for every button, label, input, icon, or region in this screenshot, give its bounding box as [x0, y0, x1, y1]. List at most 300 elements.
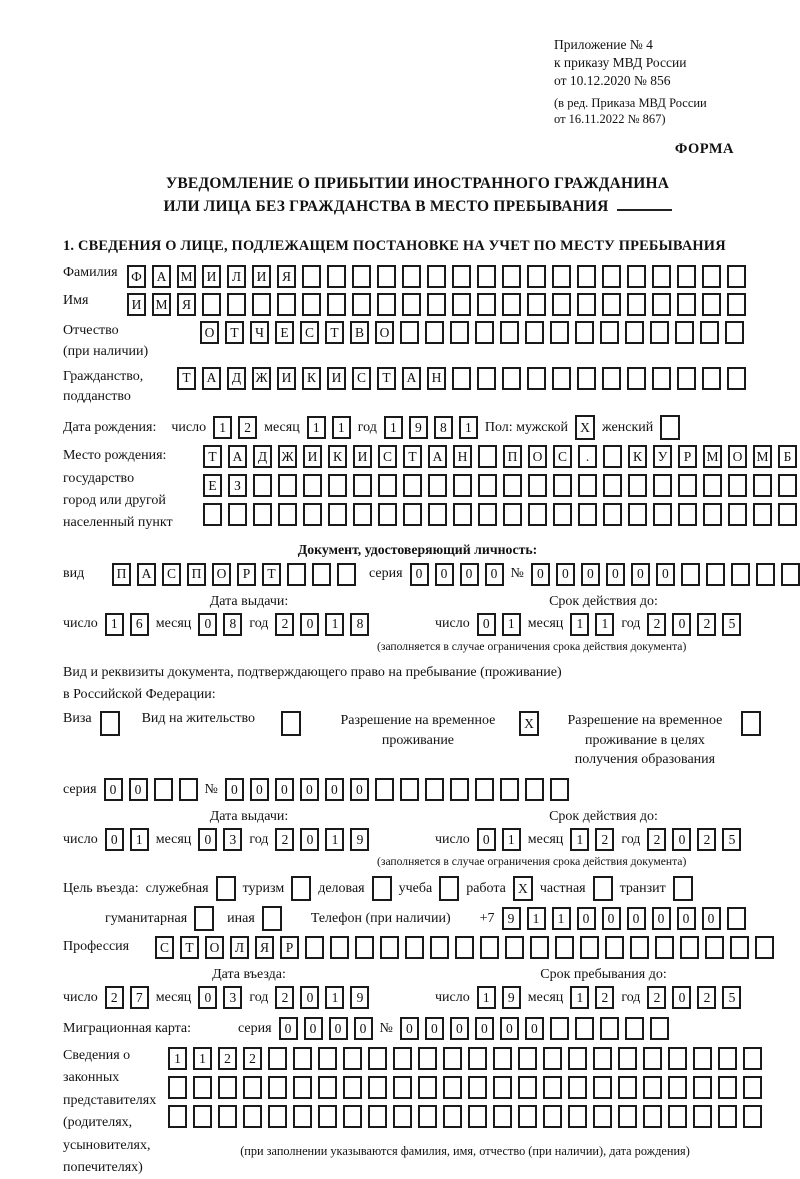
form-cell [727, 265, 746, 288]
option-residence-permit-label: Вид на жительство [141, 711, 255, 727]
form-cell [450, 321, 469, 344]
form-cell [493, 1076, 512, 1099]
form-cell: 1 [325, 986, 344, 1009]
form-cell [450, 778, 469, 801]
citizenship-label-line1: Гражданство, [63, 368, 144, 384]
form-cell: 5 [722, 986, 741, 1009]
form-cell: Т [325, 321, 344, 344]
form-cell [530, 936, 549, 959]
form-cell [443, 1076, 462, 1099]
representatives-label [63, 1045, 168, 1179]
purpose-private-checkbox [593, 876, 613, 901]
form-cell [643, 1047, 662, 1070]
form-cell: Т [403, 445, 422, 468]
form-cell: К [328, 445, 347, 468]
form-cell [753, 474, 772, 497]
birth-place-cells-row1 [203, 445, 797, 468]
form-cell: Т [177, 367, 196, 390]
representatives-cells-row2 [168, 1076, 762, 1099]
purpose-transit-checkbox [673, 876, 693, 901]
purpose-private-label: частная [539, 880, 586, 896]
form-cell [543, 1047, 562, 1070]
form-cell: В [350, 321, 369, 344]
entry-month-cells [198, 986, 242, 1009]
form-cell [568, 1047, 587, 1070]
visit-purpose-row [63, 876, 772, 901]
form-cell: 9 [502, 907, 521, 930]
form-cell: Я [255, 936, 274, 959]
form-cell [478, 503, 497, 526]
form-cell [602, 293, 621, 316]
month-label: месяц [527, 616, 564, 632]
residence-doc-intro [63, 662, 772, 705]
day-label: число [171, 419, 207, 435]
form-cell [678, 474, 697, 497]
form-cell [602, 367, 621, 390]
number-label: № [204, 781, 218, 797]
form-cell [618, 1047, 637, 1070]
revision-line: от 16.11.2022 № 867) [554, 112, 666, 127]
option-temp-residence-checkbox: X [519, 711, 539, 736]
form-cell: 0 [300, 778, 319, 801]
residence-issue-year-cells [275, 828, 369, 851]
form-cell [668, 1047, 687, 1070]
form-cell [477, 367, 496, 390]
form-cell [327, 265, 346, 288]
form-cell: К [628, 445, 647, 468]
form-cell [493, 1047, 512, 1070]
form-cell: Ч [250, 321, 269, 344]
form-cell [377, 265, 396, 288]
given-name-cells [127, 293, 746, 316]
form-cell: 0 [677, 907, 696, 930]
form-cell: 2 [275, 828, 294, 851]
gender-label: Пол: мужской [484, 419, 569, 435]
option-visa [63, 711, 120, 736]
validity-note: (заполняется в случае ограничения срока действия документа) [377, 639, 687, 653]
phone-label: Телефон (при наличии) [310, 910, 451, 926]
form-cell [477, 265, 496, 288]
purpose-transit-label: транзит [619, 880, 666, 896]
identity-issue-year-cells [275, 613, 369, 636]
form-cell [781, 563, 800, 586]
form-cell: 2 [238, 416, 257, 439]
form-cell: А [428, 445, 447, 468]
appendix-header [554, 36, 772, 128]
form-cell: Ф [127, 265, 146, 288]
form-cell [625, 1017, 644, 1040]
migration-card-row [63, 1017, 772, 1040]
form-cell [468, 1105, 487, 1128]
purpose-work-label: работа [466, 880, 506, 896]
form-cell [302, 293, 321, 316]
form-cell [552, 265, 571, 288]
option-temp-residence [325, 711, 539, 750]
form-cell [668, 1076, 687, 1099]
form-cell [293, 1047, 312, 1070]
form-cell: 0 [250, 778, 269, 801]
form-cell [193, 1076, 212, 1099]
form-cell: 2 [697, 828, 716, 851]
form-cell [653, 503, 672, 526]
form-cell: 0 [350, 778, 369, 801]
form-cell: М [703, 445, 722, 468]
form-cell: Л [227, 265, 246, 288]
option-residence-permit-checkbox [281, 711, 301, 736]
form-cell: Н [453, 445, 472, 468]
form-cell: П [503, 445, 522, 468]
residence-number-cells [225, 778, 569, 801]
form-word: ФОРМА [674, 140, 734, 157]
form-cell [168, 1076, 187, 1099]
purpose-study-checkbox [439, 876, 459, 901]
surname-cells [127, 265, 746, 288]
form-cell [578, 474, 597, 497]
purpose-tourism-checkbox [291, 876, 311, 901]
form-cell [452, 293, 471, 316]
form-cell [293, 1076, 312, 1099]
form-cell [502, 367, 521, 390]
form-cell [727, 293, 746, 316]
form-cell [652, 265, 671, 288]
title-underline [617, 197, 672, 211]
form-cell: 1 [459, 416, 478, 439]
form-cell: Е [203, 474, 222, 497]
day-label: число [435, 989, 470, 1005]
birth-day-cells [213, 416, 257, 439]
form-cell [500, 778, 519, 801]
form-cell [728, 503, 747, 526]
form-cell [480, 936, 499, 959]
form-cell: Т [262, 563, 281, 586]
form-cell [550, 778, 569, 801]
form-cell [455, 936, 474, 959]
form-cell [525, 321, 544, 344]
form-cell: 1 [570, 828, 589, 851]
form-cell: 0 [425, 1017, 444, 1040]
form-cell [327, 293, 346, 316]
valid-until-label: Срок действия до: [549, 593, 658, 609]
form-cell: 1 [307, 416, 326, 439]
form-cell: 0 [581, 563, 600, 586]
form-cell [402, 265, 421, 288]
form-cell [703, 474, 722, 497]
form-cell: 0 [410, 563, 429, 586]
migration-card-label: Миграционная карта: [63, 1020, 192, 1036]
form-cell [278, 474, 297, 497]
form-cell: 8 [350, 613, 369, 636]
form-cell [578, 503, 597, 526]
year-label: год [249, 831, 269, 847]
identity-valid-month-cells [570, 613, 614, 636]
form-cell [728, 474, 747, 497]
form-cell: 1 [325, 613, 344, 636]
form-cell: 0 [602, 907, 621, 930]
form-cell [677, 367, 696, 390]
form-cell [403, 503, 422, 526]
form-cell: О [375, 321, 394, 344]
form-cell [337, 563, 356, 586]
form-cell [305, 936, 324, 959]
birth-place-label-line: населенный пункт [63, 514, 173, 530]
form-cell: 2 [697, 986, 716, 1009]
section1-title: 1. СВЕДЕНИЯ О ЛИЦЕ, ПОДЛЕЖАЩЕМ ПОСТАНОВКЕ НА УЧЕТ ПО МЕСТУ ПРЕБЫВАНИЯ [63, 238, 726, 255]
entry-date-group [63, 967, 435, 1009]
form-cell [628, 503, 647, 526]
residence-issue-month-cells [198, 828, 242, 851]
form-cell: О [528, 445, 547, 468]
form-cell [253, 474, 272, 497]
form-cell [553, 503, 572, 526]
form-cell [630, 936, 649, 959]
form-cell [378, 503, 397, 526]
form-cell [675, 321, 694, 344]
birth-year-cells [384, 416, 478, 439]
form-cell: 0 [354, 1017, 373, 1040]
form-cell [402, 293, 421, 316]
form-cell [727, 367, 746, 390]
form-cell [627, 265, 646, 288]
issue-date-label: Дата выдачи: [209, 809, 289, 825]
series-label: серия [369, 566, 403, 582]
form-cell [418, 1047, 437, 1070]
form-cell [702, 265, 721, 288]
birth-place-cells-row2 [203, 474, 797, 497]
form-cell: Б [778, 445, 797, 468]
form-cell: И [202, 265, 221, 288]
form-cell: 0 [325, 778, 344, 801]
profession-cells [155, 936, 774, 959]
doc-kind-cells [112, 563, 356, 586]
form-cell: 0 [556, 563, 575, 586]
birth-date-row [63, 415, 772, 440]
purpose-business-label: деловая [318, 880, 365, 896]
form-cell [718, 1076, 737, 1099]
option-temp-residence-education [557, 711, 761, 770]
form-cell: 0 [450, 1017, 469, 1040]
form-cell [677, 265, 696, 288]
appendix-line: Приложение № 4 [554, 37, 653, 52]
month-label: месяц [527, 989, 564, 1005]
representatives-label-line: (родителях, [63, 1115, 133, 1131]
form-cell: И [303, 445, 322, 468]
purpose-tourism-label: туризм [242, 880, 285, 896]
form-cell: 2 [595, 986, 614, 1009]
form-cell [375, 778, 394, 801]
residence-doc-number-row [63, 778, 772, 801]
form-cell [368, 1047, 387, 1070]
revision-line: (в ред. Приказа МВД России [554, 96, 707, 111]
visit-purpose-label: Цель въезда: [63, 880, 139, 896]
form-cell [618, 1105, 637, 1128]
birth-place-cells-row3 [203, 503, 797, 526]
form-cell [475, 778, 494, 801]
form-cell [478, 445, 497, 468]
form-cell: С [162, 563, 181, 586]
form-cell [193, 1105, 212, 1128]
form-cell [518, 1105, 537, 1128]
form-cell: И [353, 445, 372, 468]
form-cell [352, 293, 371, 316]
form-cell: 7 [130, 986, 149, 1009]
entry-dates [63, 967, 772, 1009]
form-cell: 0 [627, 907, 646, 930]
form-cell: И [127, 293, 146, 316]
form-cell [243, 1076, 262, 1099]
patronymic-cells [200, 321, 744, 344]
form-cell [593, 1047, 612, 1070]
form-cell: О [200, 321, 219, 344]
form-cell [493, 1105, 512, 1128]
form-cell [743, 1076, 762, 1099]
form-cell [443, 1047, 462, 1070]
option-temp-residence-education-checkbox [741, 711, 761, 736]
birth-place-label [63, 445, 203, 533]
appendix-line: от 10.12.2020 № 856 [554, 73, 671, 89]
form-cell [568, 1076, 587, 1099]
form-cell: М [753, 445, 772, 468]
form-cell: 2 [218, 1047, 237, 1070]
day-label: число [435, 831, 470, 847]
stay-year-cells [647, 986, 741, 1009]
form-cell [753, 503, 772, 526]
form-cell [343, 1047, 362, 1070]
form-cell [503, 503, 522, 526]
form-cell: Т [203, 445, 222, 468]
form-cell [693, 1076, 712, 1099]
form-cell [318, 1076, 337, 1099]
form-cell [243, 1105, 262, 1128]
form-cell: С [300, 321, 319, 344]
form-cell: 0 [105, 828, 124, 851]
form-cell: И [327, 367, 346, 390]
form-cell [343, 1105, 362, 1128]
form-cell: 2 [275, 613, 294, 636]
citizenship-cells [177, 367, 746, 390]
form-cell [293, 1105, 312, 1128]
form-cell [287, 563, 306, 586]
form-cell [328, 474, 347, 497]
purpose-other-checkbox [262, 906, 282, 931]
form-cell [627, 293, 646, 316]
form-cell [468, 1076, 487, 1099]
series-label: серия [238, 1020, 272, 1036]
form-cell [655, 936, 674, 959]
form-cell [600, 321, 619, 344]
patronymic-label [63, 321, 200, 362]
year-label: год [621, 989, 641, 1005]
residence-issue-day-cells [105, 828, 149, 851]
form-cell [652, 367, 671, 390]
form-cell: 1 [552, 907, 571, 930]
month-label: месяц [155, 616, 192, 632]
profession-label: Профессия [63, 939, 130, 955]
valid-until-label: Срок действия до: [549, 809, 658, 825]
form-cell [453, 474, 472, 497]
form-cell [525, 778, 544, 801]
form-cell [603, 445, 622, 468]
form-cell: 2 [697, 613, 716, 636]
form-cell [580, 936, 599, 959]
identity-valid-group [377, 593, 772, 653]
form-cell [778, 503, 797, 526]
identity-issue-month-cells [198, 613, 242, 636]
title-line1: УВЕДОМЛЕНИЕ О ПРИБЫТИИ ИНОСТРАННОГО ГРАЖДАНИНА [165, 174, 670, 192]
form-cell: 2 [105, 986, 124, 1009]
form-cell: 0 [485, 563, 504, 586]
identity-doc-title: Документ, удостоверяющий личность: [297, 541, 538, 557]
form-cell: 0 [300, 828, 319, 851]
form-cell: 1 [325, 828, 344, 851]
form-cell: Д [253, 445, 272, 468]
day-label: число [63, 616, 98, 632]
day-label: число [435, 616, 470, 632]
form-cell: 2 [647, 828, 666, 851]
form-cell [643, 1105, 662, 1128]
form-cell [452, 367, 471, 390]
form-cell [475, 321, 494, 344]
form-cell [577, 293, 596, 316]
residence-doc-dates [63, 809, 772, 868]
form-cell [403, 474, 422, 497]
form-cell [468, 1047, 487, 1070]
form-cell: 0 [104, 778, 123, 801]
form-cell [703, 503, 722, 526]
form-cell [603, 474, 622, 497]
form-cell: П [112, 563, 131, 586]
form-cell [302, 265, 321, 288]
form-cell [268, 1076, 287, 1099]
form-cell [368, 1105, 387, 1128]
form-cell [755, 936, 774, 959]
form-cell [477, 293, 496, 316]
form-cell [693, 1047, 712, 1070]
form-cell [528, 503, 547, 526]
doc-series-cells [410, 563, 504, 586]
form-cell [730, 936, 749, 959]
surname-label: Фамилия [63, 265, 118, 281]
birth-date-label: Дата рождения: [63, 419, 157, 435]
citizenship-row [63, 367, 772, 408]
form-cell [681, 563, 700, 586]
form-cell [552, 293, 571, 316]
patronymic-row [63, 321, 772, 362]
form-cell: 0 [435, 563, 454, 586]
form-cell: 0 [531, 563, 550, 586]
purpose-official-checkbox [216, 876, 236, 901]
form-cell [453, 503, 472, 526]
form-cell [418, 1076, 437, 1099]
form-cell: Т [377, 367, 396, 390]
form-cell [443, 1105, 462, 1128]
form-cell [678, 503, 697, 526]
form-cell [393, 1047, 412, 1070]
form-cell [400, 321, 419, 344]
form-cell: 0 [477, 828, 496, 851]
number-label: № [379, 1020, 393, 1036]
birth-month-cells [307, 416, 351, 439]
identity-doc-dates [63, 594, 772, 653]
form-cell: 0 [279, 1017, 298, 1040]
form-cell: 9 [502, 986, 521, 1009]
phone-prefix: +7 [479, 910, 495, 926]
form-cell [502, 265, 521, 288]
option-temp-residence-label: Разрешение на временное проживание [340, 713, 496, 748]
form-cell [218, 1076, 237, 1099]
option-residence-permit [142, 711, 301, 736]
number-label: № [510, 566, 524, 582]
form-cell [527, 367, 546, 390]
